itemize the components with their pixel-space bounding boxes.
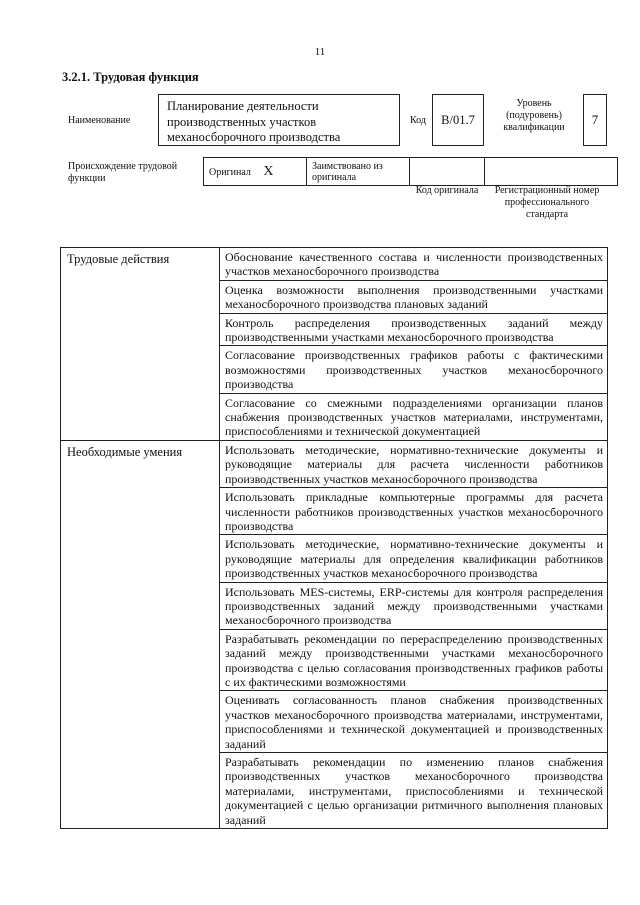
table-cell: Использовать методические, нормативно-технические документы и руководящие материалы для определения квалификации работников производственных участков механосборочного производства bbox=[220, 535, 608, 582]
original-label: Оригинал bbox=[209, 166, 251, 178]
code-original-label: Код оригинала bbox=[415, 185, 479, 196]
table-cell: Использовать прикладные компьютерные программы для расчета численности работников производственных участков механосборочного производства bbox=[220, 488, 608, 535]
original-cell bbox=[204, 158, 307, 186]
section-title: 3.2.1. Трудовая функция bbox=[62, 70, 199, 84]
code-original-cell bbox=[410, 158, 485, 186]
function-table bbox=[60, 247, 608, 829]
table-cell: Оценивать согласованность планов снабжения производственных участков механосборочного производства материалами, инструментами, приспособлениями и технической документацией и производственных заданий bbox=[220, 691, 608, 753]
origin-table bbox=[203, 157, 618, 186]
original-mark: X bbox=[263, 163, 274, 179]
table-cell: Обоснование качественного состава и численности производственных участков механосборочного производства bbox=[220, 248, 608, 281]
table-row bbox=[61, 440, 608, 487]
reg-number-label: Регистрационный номер профессионального стандарта bbox=[494, 185, 600, 220]
name-label: Наименование bbox=[68, 115, 131, 126]
level-label: Уровень (подуровень) квалификации bbox=[503, 98, 565, 133]
table-cell: Использовать MES-системы, ERP-системы для контроля распределения производственных заданий между производственными участками механосборочного производства bbox=[220, 582, 608, 629]
qualification-level: 7 bbox=[583, 94, 607, 146]
function-name: Планирование деятельности производственных участков механосборочного производства bbox=[158, 94, 400, 146]
function-code: B/01.7 bbox=[432, 94, 484, 146]
table-cell: Использовать методические, нормативно-технические документы и руководящие материалы для расчета численности работников производственных участков механосборочного производства bbox=[220, 440, 608, 487]
table-cell: Согласование со смежными подразделениями организации планов снабжения производственных участков материалами, инструментами, приспособлениями и технической документацией bbox=[220, 393, 608, 440]
code-label: Код bbox=[410, 115, 426, 126]
table-cell: Согласование производственных графиков работы с фактическими возможностями производственных участков механосборочного производства bbox=[220, 346, 608, 393]
table-cell: Контроль распределения производственных заданий между производственными участками механосборочного производства bbox=[220, 313, 608, 346]
table-cell: Разрабатывать рекомендации по перераспределению производственных заданий между производственными участками механосборочного производства с целью согласования производственных графиков работы с их фактическими возможностями bbox=[220, 629, 608, 691]
borrowed-cell: Заимствовано из оригинала bbox=[307, 158, 410, 186]
origin-label: Происхождение трудовой функции bbox=[68, 161, 178, 184]
reg-number-cell bbox=[485, 158, 618, 186]
category-cell: Необходимые умения bbox=[61, 440, 220, 828]
page-number: 11 bbox=[314, 46, 326, 58]
category-cell: Трудовые действия bbox=[61, 248, 220, 441]
table-cell: Разрабатывать рекомендации по изменению планов снабжения производственных участков механосборочного производства материалами, инструментами, приспособлениями и технической документацией с целью организации ритмичного выполнения плановых заданий bbox=[220, 753, 608, 829]
table-cell: Оценка возможности выполнения производственными участками механосборочного производства плановых заданий bbox=[220, 280, 608, 313]
table-row bbox=[61, 248, 608, 281]
